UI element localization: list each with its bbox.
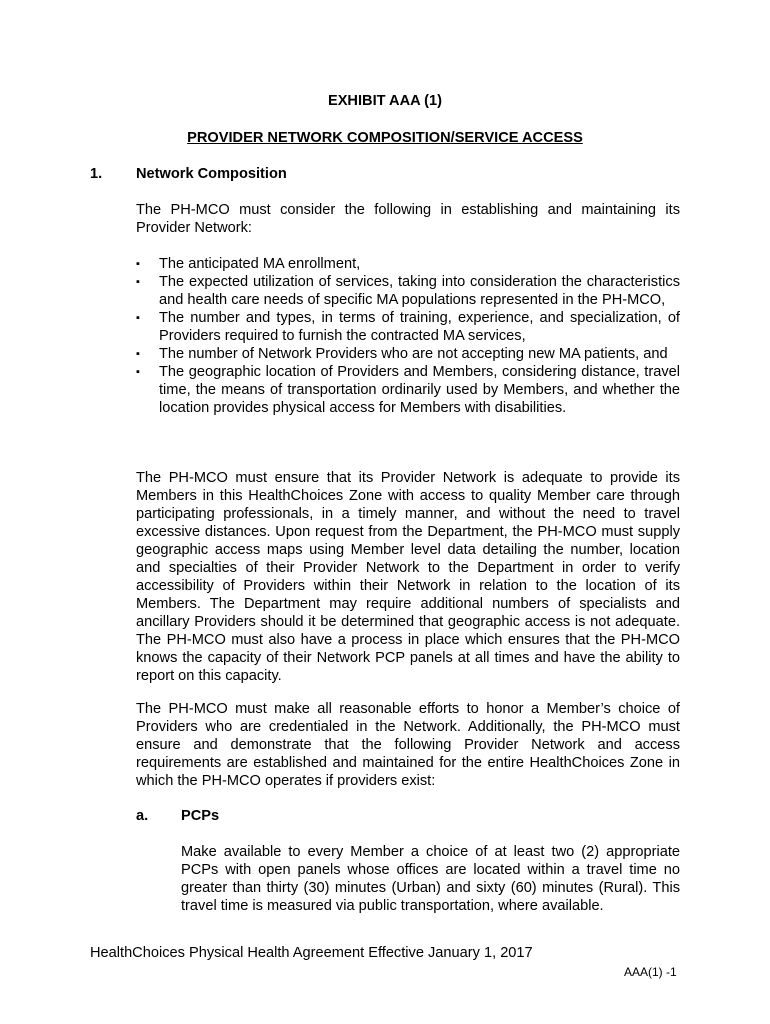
bullet-marker: ▪ [136, 276, 140, 288]
list-item: ▪ The number of Network Providers who are not accepting new MA patients, and [136, 346, 668, 362]
footer-text: HealthChoices Physical Health Agreement Effective January 1, 2017 [90, 945, 533, 961]
section-number: 1. [90, 166, 103, 182]
list-item: ▪ The anticipated MA enrollment, [136, 256, 361, 272]
page-number: AAA(1) -1 [624, 965, 677, 979]
subsection-letter: a. [136, 808, 149, 824]
bullet-marker: ▪ [136, 258, 140, 270]
subsection-heading: PCPs [181, 808, 220, 824]
bullet-marker: ▪ [136, 312, 140, 324]
list-item: ▪ The number and types, in terms of training, experience, and specialization, of Providers required to furnish the contracted MA services, [136, 310, 680, 344]
section-heading: Network Composition [136, 166, 287, 182]
exhibit-title: EXHIBIT AAA (1) [327, 93, 443, 109]
document-subtitle: PROVIDER NETWORK COMPOSITION/SERVICE ACCESS [187, 130, 583, 146]
network-adequacy-paragraph: The PH-MCO must ensure that its Provider Network is adequate to provide its Members in this HealthChoices Zone with access to quality Member care through participating professionals, in a timely manner, and without the need to travel excessive distances. Upon request from the Department, the PH-MCO must supply geographic access maps using Member level data detailing the number, location and specialties of their Provider Network to the Department in order to verify accessibility of Providers within their Network in relation to the location of its Members. The Department may require additional numbers of specialists and ancillary Providers should it be determined that geographic access is not adequate. The PH-MCO must also have a process in place which ensures that the PH-MCO knows the capacity of their Network PCP panels at all times and have the ability to report on this capacity. [136, 470, 680, 684]
member-choice-paragraph: The PH-MCO must make all reasonable efforts to honor a Member’s choice of Providers who are credentialed in the Network. Additionally, the PH-MCO must ensure and demonstrate that the following Provider Network and access requirements are established and maintained for the entire HealthChoices Zone in which the PH-MCO operates if providers exist: [136, 701, 680, 789]
consideration-list [136, 255, 680, 417]
section-intro-paragraph: The PH-MCO must consider the following in establishing and maintaining its Provider Network: [136, 202, 680, 236]
list-item: ▪ The expected utilization of services, taking into consideration the characteristics and health care needs of specific MA populations represented in the PH-MCO, [136, 274, 680, 308]
bullet-marker: ▪ [136, 348, 140, 360]
list-item: ▪ The geographic location of Providers and Members, considering distance, travel time, the means of transportation ordinarily used by Members, and whether the location provides physical access for Members with disabilities. [136, 364, 680, 416]
bullet-marker: ▪ [136, 366, 140, 378]
pcp-requirement-paragraph: Make available to every Member a choice of at least two (2) appropriate PCPs with open panels whose offices are located within a travel time no greater than thirty (30) minutes (Urban) and sixty (60) minutes (Rural). This travel time is measured via public transportation, where available. [181, 844, 680, 914]
